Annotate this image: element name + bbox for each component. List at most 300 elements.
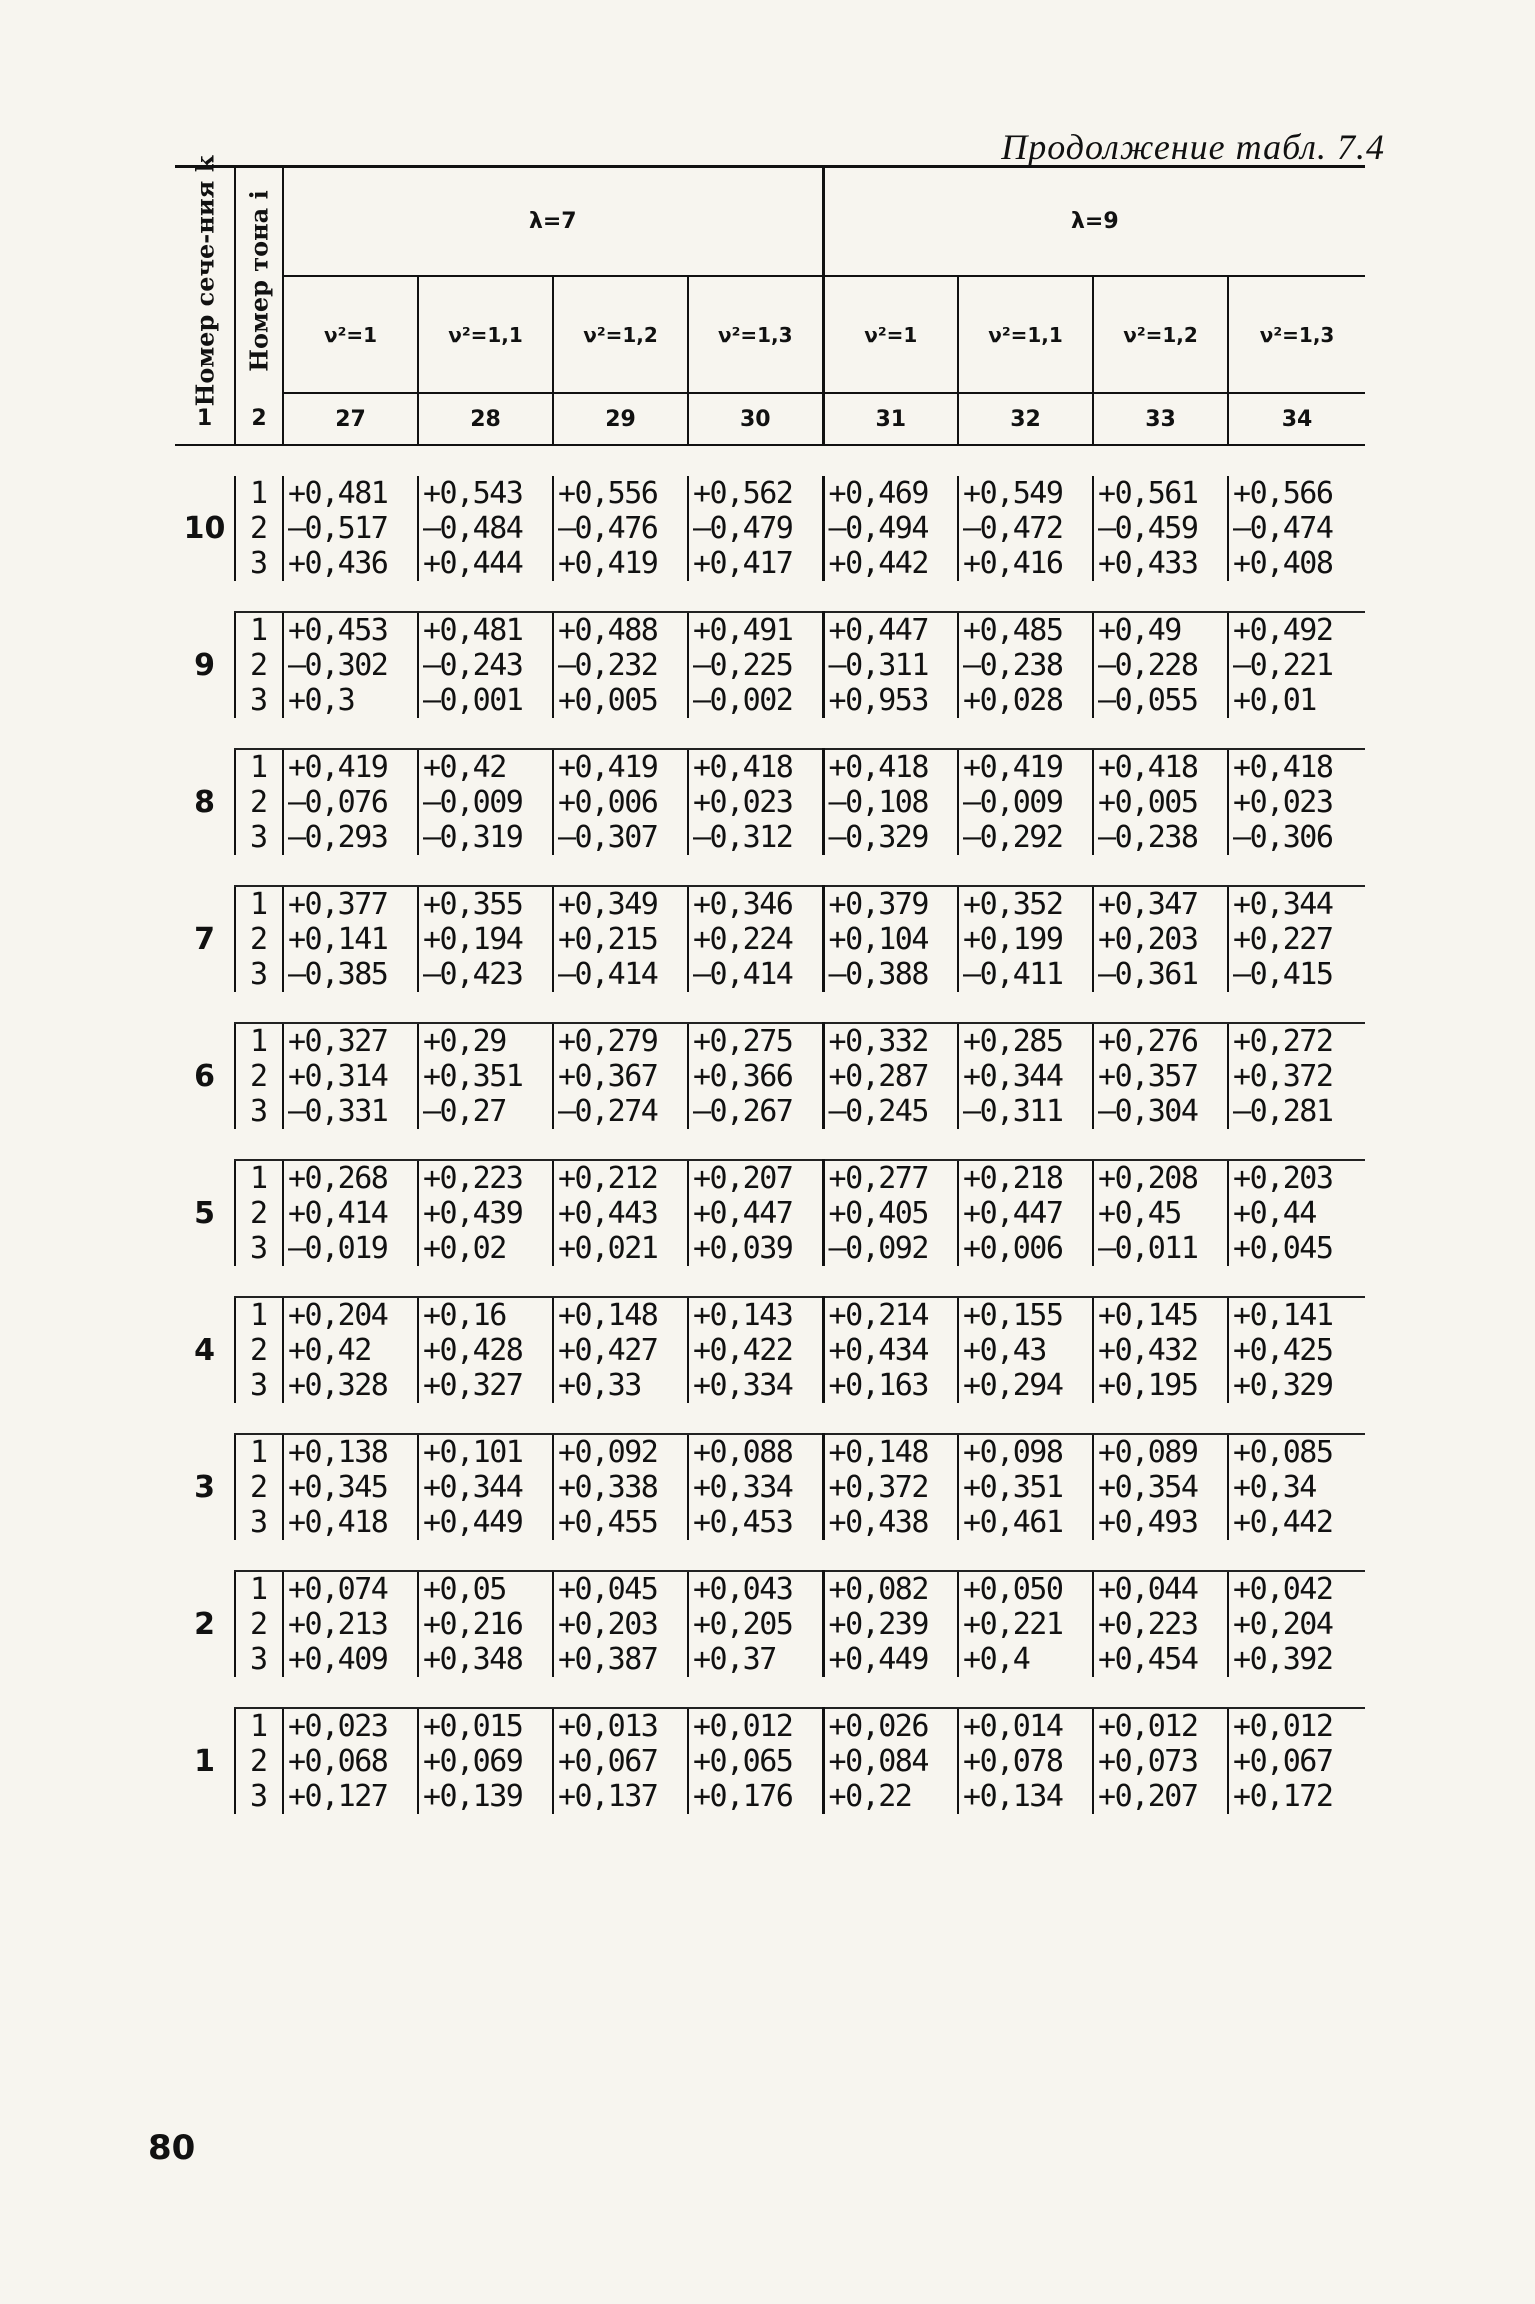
value-cell [553,1434,688,1540]
tone-number: 2 [249,1470,269,1505]
tone-number: 2 [249,1333,269,1368]
value-cell [1228,886,1365,992]
value: +0,214 [828,1298,928,1333]
value: +0,344 [963,1059,1063,1094]
nu-header: ν²=1 [283,276,418,393]
value: +0,163 [828,1368,928,1403]
value: +0,4 [963,1642,1030,1677]
value: +0,088 [693,1435,793,1470]
value: +0,414 [288,1196,388,1231]
value: +0,417 [693,546,793,581]
section-number: 8 [194,784,215,820]
lambda-group-header: λ=7 [283,167,823,277]
section-number: 2 [194,1606,215,1642]
column-number: 31 [823,393,958,445]
value-cell [958,476,1093,581]
tone-number: 1 [249,750,269,785]
table-caption: Продолжение табл. 7.4 [1001,127,1385,167]
value: +0,006 [558,785,658,820]
tone-number: 1 [249,1572,269,1607]
table-row [175,476,1365,581]
row-separator [175,718,1365,749]
value: —0,304 [1098,1094,1198,1129]
table-row [175,1708,1365,1814]
value: —0,385 [288,957,388,992]
value: +0,419 [288,750,388,785]
value: +0,33 [558,1368,641,1403]
value-cell [418,749,553,855]
value: +0,021 [558,1231,658,1266]
value-cell [283,1571,418,1677]
row-separator [175,1403,1365,1434]
value: +0,549 [963,476,1063,511]
tone-number: 2 [249,648,269,683]
value: +0,49 [1098,613,1181,648]
value: +0,449 [423,1505,523,1540]
value: +0,05 [423,1572,506,1607]
value: +0,148 [828,1435,928,1470]
table-body [175,445,1365,1814]
value: +0,204 [288,1298,388,1333]
section-number: 3 [194,1469,215,1505]
tone-number: 1 [249,1435,269,1470]
row-separator [175,992,1365,1023]
value: +0,953 [828,683,928,718]
value: +0,042 [1233,1572,1333,1607]
value: +0,01 [1233,683,1316,718]
tone-cell [235,886,283,992]
value: +0,481 [288,476,388,511]
value: +0,127 [288,1779,388,1814]
value: +0,449 [828,1642,928,1677]
tone-number: 3 [249,1231,269,1266]
value: +0,207 [1098,1779,1198,1814]
value: +0,203 [1233,1161,1333,1196]
section-number: 1 [194,1743,215,1779]
value-cell [418,1434,553,1540]
value: +0,44 [1233,1196,1316,1231]
value: —0,232 [558,648,658,683]
value: +0,207 [693,1161,793,1196]
tone-number: 3 [249,957,269,992]
value: +0,294 [963,1368,1063,1403]
value: +0,355 [423,887,523,922]
value: +0,327 [288,1024,388,1059]
value: +0,543 [423,476,523,511]
value: +0,332 [828,1024,928,1059]
value-cell [688,1708,823,1814]
value: +0,22 [828,1779,912,1814]
value: +0,205 [693,1607,793,1642]
value: —0,076 [288,785,388,820]
value-cell [958,886,1093,992]
value: —0,108 [828,785,928,820]
value: +0,334 [693,1368,793,1403]
value: +0,141 [1233,1298,1333,1333]
value-cell [1093,1023,1228,1129]
tone-number: 2 [249,922,269,957]
value-cell [553,1708,688,1814]
column-number: 29 [553,393,688,445]
tone-cell [235,1571,283,1677]
column-number: 1 [175,393,235,445]
value: +0,276 [1098,1024,1198,1059]
value: +0,425 [1233,1333,1333,1368]
value: —0,011 [1098,1231,1198,1266]
value: +0,023 [288,1709,388,1744]
value: +0,436 [288,546,388,581]
value: +0,37 [693,1642,776,1677]
value: —0,293 [288,820,388,855]
section-number: 7 [194,921,215,957]
value-cell [958,612,1093,718]
value: —0,228 [1098,648,1198,683]
tone-number: 3 [249,1505,269,1540]
value: +0,29 [423,1024,506,1059]
value: +0,453 [693,1505,793,1540]
value-cell [688,476,823,581]
value: —0,019 [288,1231,388,1266]
value: +0,377 [288,887,388,922]
value: +0,139 [423,1779,523,1814]
value: —0,311 [828,648,928,683]
value: +0,416 [963,546,1063,581]
value: +0,419 [963,750,1063,785]
tone-number: 3 [249,1642,269,1677]
value: +0,485 [963,613,1063,648]
value-cell [823,1297,958,1403]
value-cell [418,1023,553,1129]
value-cell [823,1571,958,1677]
value: —0,319 [423,820,523,855]
section-number: 4 [194,1332,215,1368]
value: +0,012 [693,1709,793,1744]
value-cell [553,612,688,718]
value: +0,566 [1233,476,1333,511]
value: —0,494 [828,511,928,546]
tone-cell [235,612,283,718]
value-cell [283,886,418,992]
value: +0,372 [828,1470,928,1505]
nu-header: ν²=1,1 [958,276,1093,393]
value: +0,338 [558,1470,658,1505]
value: +0,428 [423,1333,523,1368]
value: +0,199 [963,922,1063,957]
value: +0,418 [1098,750,1198,785]
value: +0,418 [1233,750,1333,785]
value: +0,372 [1233,1059,1333,1094]
value: +0,422 [693,1333,793,1368]
column-number: 33 [1093,393,1228,445]
tone-number: 2 [249,1196,269,1231]
value: +0,314 [288,1059,388,1094]
value: +0,092 [558,1435,658,1470]
tone-number: 3 [249,1779,269,1814]
value: +0,329 [1233,1368,1333,1403]
tone-number: 3 [249,546,269,581]
value: +0,068 [288,1744,388,1779]
value: +0,023 [1233,785,1333,820]
value-cell [688,1571,823,1677]
value: +0,488 [558,613,658,648]
value: —0,281 [1233,1094,1333,1129]
value-cell [1093,476,1228,581]
value: —0,307 [558,820,658,855]
value: —0,312 [693,820,793,855]
value: +0,028 [963,683,1063,718]
value: —0,267 [693,1094,793,1129]
value: +0,005 [558,683,658,718]
value-cell [823,1434,958,1540]
tone-cell [235,1297,283,1403]
value: +0,026 [828,1709,928,1744]
value: —0,479 [693,511,793,546]
value: +0,443 [558,1196,658,1231]
nu-header: ν²=1,2 [1093,276,1228,393]
value: +0,085 [1233,1435,1333,1470]
value-cell [958,1571,1093,1677]
value: +0,367 [558,1059,658,1094]
value: +0,442 [828,546,928,581]
value: —0,001 [423,683,523,718]
value: +0,433 [1098,546,1198,581]
value: —0,415 [1233,957,1333,992]
value-cell [283,612,418,718]
tone-number: 1 [249,1298,269,1333]
value-cell [688,886,823,992]
value-cell [1228,612,1365,718]
value: +0,418 [828,750,928,785]
column-number: 28 [418,393,553,445]
value: +0,344 [1233,887,1333,922]
value: +0,084 [828,1744,928,1779]
value: +0,065 [693,1744,793,1779]
value: +0,203 [1098,922,1198,957]
nu-header: ν²=1,1 [418,276,553,393]
tone-number: 2 [249,785,269,820]
value: +0,221 [963,1607,1063,1642]
value: +0,328 [288,1368,388,1403]
value-cell [418,1708,553,1814]
value: +0,34 [1233,1470,1316,1505]
value: —0,27 [423,1094,506,1129]
value: +0,082 [828,1572,928,1607]
value: +0,469 [828,476,928,511]
value-cell [1093,749,1228,855]
value: +0,561 [1098,476,1198,511]
value: +0,493 [1098,1505,1198,1540]
column-number: 2 [235,393,283,445]
value-cell [823,612,958,718]
value: +0,223 [423,1161,523,1196]
value: +0,208 [1098,1161,1198,1196]
value: +0,562 [693,476,793,511]
value: +0,213 [288,1607,388,1642]
value: +0,419 [558,546,658,581]
value: —0,002 [693,683,793,718]
value: +0,078 [963,1744,1063,1779]
value: +0,275 [693,1024,793,1059]
column-number: 32 [958,393,1093,445]
tone-number-header: Номер тона i [235,167,283,394]
value-cell [418,1571,553,1677]
value: +0,224 [693,922,793,957]
tone-number: 2 [249,1744,269,1779]
value: +0,044 [1098,1572,1198,1607]
value: +0,334 [693,1470,793,1505]
value: +0,327 [423,1368,523,1403]
table-row [175,1160,1365,1266]
value-cell [688,1434,823,1540]
value: +0,194 [423,922,523,957]
value-cell [283,1434,418,1540]
value: +0,348 [423,1642,523,1677]
tone-number: 3 [249,683,269,718]
value-cell [1093,612,1228,718]
section-number: 6 [194,1058,215,1094]
value: +0,015 [423,1709,523,1744]
value-cell [1228,1297,1365,1403]
value-cell [1093,1708,1228,1814]
value-cell [958,1023,1093,1129]
value-cell [688,749,823,855]
tone-cell [235,1708,283,1814]
value: +0,155 [963,1298,1063,1333]
value: —0,009 [423,785,523,820]
value: +0,43 [963,1333,1046,1368]
value: +0,218 [963,1161,1063,1196]
value-cell [688,1297,823,1403]
table-row [175,1434,1365,1540]
table-row [175,886,1365,992]
value: —0,414 [693,957,793,992]
value: +0,137 [558,1779,658,1814]
value: +0,138 [288,1435,388,1470]
value-cell [553,1571,688,1677]
tone-number: 2 [249,1607,269,1642]
value: +0,357 [1098,1059,1198,1094]
value: +0,067 [1233,1744,1333,1779]
value: +0,352 [963,887,1063,922]
value: —0,411 [963,957,1063,992]
value: —0,484 [423,511,523,546]
value: +0,349 [558,887,658,922]
value: —0,459 [1098,511,1198,546]
value: +0,067 [558,1744,658,1779]
table-row [175,1297,1365,1403]
value: —0,055 [1098,683,1198,718]
value: +0,285 [963,1024,1063,1059]
tone-number: 1 [249,613,269,648]
value: —0,331 [288,1094,388,1129]
value-cell [553,886,688,992]
value: +0,345 [288,1470,388,1505]
value: +0,014 [963,1709,1063,1744]
value: —0,243 [423,648,523,683]
value: +0,006 [963,1231,1063,1266]
value: —0,221 [1233,648,1333,683]
value: +0,287 [828,1059,928,1094]
column-number: 27 [283,393,418,445]
value-cell [418,476,553,581]
value: +0,351 [963,1470,1063,1505]
value: —0,361 [1098,957,1198,992]
value-cell [1228,749,1365,855]
section-number-header: Номер сече-ния k [190,155,219,406]
tone-cell [235,476,283,581]
tone-number: 1 [249,1024,269,1059]
value: —0,423 [423,957,523,992]
value: +0,354 [1098,1470,1198,1505]
value-cell [283,476,418,581]
value: —0,292 [963,820,1063,855]
value: +0,098 [963,1435,1063,1470]
value-cell [688,612,823,718]
row-separator [175,1540,1365,1571]
value-cell [1093,1160,1228,1266]
value: +0,453 [288,613,388,648]
value: +0,444 [423,546,523,581]
value: +0,212 [558,1161,658,1196]
row-separator [175,855,1365,886]
value: +0,409 [288,1642,388,1677]
value: +0,447 [693,1196,793,1231]
value: —0,306 [1233,820,1333,855]
table-row [175,612,1365,718]
data-table [175,155,1365,1814]
value: +0,227 [1233,922,1333,957]
value: +0,074 [288,1572,388,1607]
value: —0,476 [558,511,658,546]
tone-number: 2 [249,1059,269,1094]
value: —0,329 [828,820,928,855]
value-cell [418,1160,553,1266]
value: +0,447 [828,613,928,648]
value: +0,279 [558,1024,658,1059]
value-cell [418,1297,553,1403]
value: +0,005 [1098,785,1198,820]
value-cell [553,476,688,581]
value: +0,045 [1233,1231,1333,1266]
value-cell [553,749,688,855]
value-cell [1228,1023,1365,1129]
tone-cell [235,1160,283,1266]
value: +0,418 [288,1505,388,1540]
value: +0,481 [423,613,523,648]
value-cell [823,886,958,992]
value: —0,472 [963,511,1063,546]
value: +0,366 [693,1059,793,1094]
value: +0,141 [288,922,388,957]
nu-header: ν²=1,3 [1228,276,1365,393]
table-row [175,749,1365,855]
table-header [175,155,1365,446]
value-cell [553,1297,688,1403]
value-cell [958,1708,1093,1814]
value: —0,517 [288,511,388,546]
tone-number: 2 [249,511,269,546]
value: +0,012 [1233,1709,1333,1744]
value-cell [1093,886,1228,992]
value: —0,311 [963,1094,1063,1129]
value-cell [958,749,1093,855]
value: +0,492 [1233,613,1333,648]
value: +0,556 [558,476,658,511]
nu-header: ν²=1 [823,276,958,393]
value: +0,351 [423,1059,523,1094]
row-separator [175,1677,1365,1708]
value-cell [1228,1708,1365,1814]
